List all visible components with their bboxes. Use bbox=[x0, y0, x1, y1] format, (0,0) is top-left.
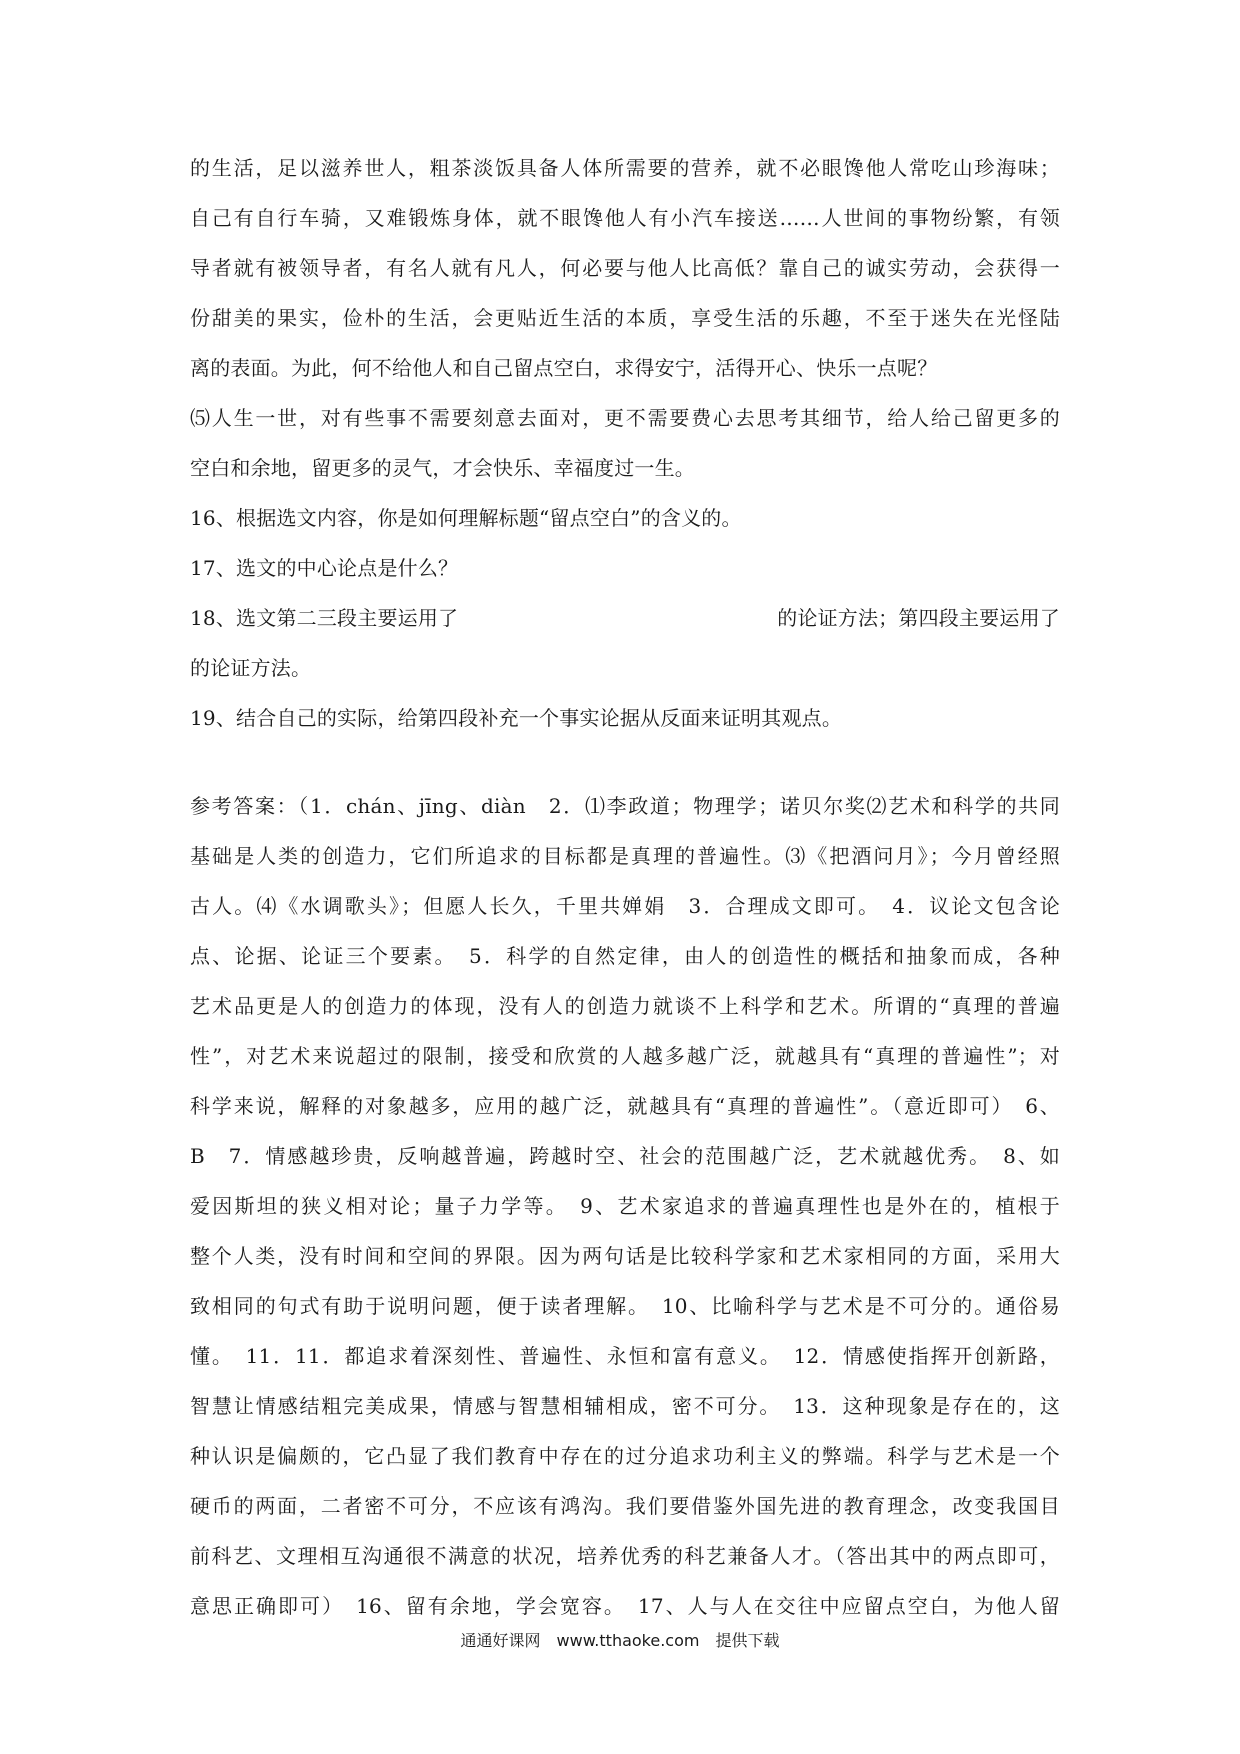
question-18-part2: 的论证方法；第四段主要运用了 bbox=[777, 606, 1060, 630]
answer-line: 艺术品更是人的创造力的体现，没有人的创造力就谈不上科学和艺术。所谓的“真理的普遍 bbox=[190, 994, 1060, 1018]
passage-line: 离的表面。为此，何不给他人和自己留点空白，求得安宁，活得开心、快乐一点呢？ bbox=[190, 356, 938, 380]
passage-line: ⑸人生一世，对有些事不需要刻意去面对，更不需要费心去思考其细节，给人给己留更多的 bbox=[190, 406, 1060, 430]
passage-line: 的生活，足以滋养世人，粗茶淡饭具备人体所需要的营养，就不必眼馋他人常吃山珍海味； bbox=[190, 156, 1060, 180]
answer-line: 古人。⑷《水调歌头》；但愿人长久，千里共婵娟 3．合理成文即可。 4．议论文包含论 bbox=[190, 894, 1060, 918]
section-gap bbox=[190, 758, 1060, 796]
passage-line: 份甜美的果实，俭朴的生活，会更贴近生活的本质，享受生活的乐趣，不至于迷失在光怪陆 bbox=[190, 306, 1060, 330]
question-18-part1: 18、选文第二三段主要运用了 bbox=[190, 606, 459, 630]
answer-line: 致相同的句式有助于说明问题，便于读者理解。 10、比喻科学与艺术是不可分的。通俗易 bbox=[190, 1294, 1060, 1318]
answer-line: 参考答案：（1．chán、jīng、diàn 2．⑴李政道；物理学；诺贝尔奖⑵艺术和科学的共同 bbox=[190, 794, 1060, 818]
answer-line: 懂。 11．11．都追求着深刻性、普遍性、永恒和富有意义。 12．情感使指挥开创新路， bbox=[190, 1344, 1060, 1368]
answer-line: 整个人类，没有时间和空间的界限。因为两句话是比较科学家和艺术家相同的方面，采用大 bbox=[190, 1244, 1060, 1268]
passage-line: 空白和余地，留更多的灵气，才会快乐、幸福度过一生。 bbox=[190, 456, 695, 480]
passage-line: 自己有自行车骑，又难锻炼身体，就不眼馋他人有小汽车接送……人世间的事物纷繁，有领 bbox=[190, 206, 1060, 230]
passage-line: 导者就有被领导者，有名人就有凡人，何必要与他人比高低？靠自己的诚实劳动，会获得一 bbox=[190, 256, 1060, 280]
answer-line: 智慧让情感结粗完美成果，情感与智慧相辅相成，密不可分。 13．这种现象是存在的，这 bbox=[190, 1394, 1060, 1418]
page-footer: 通通好课网 www.tthaoke.com 提供下载 bbox=[460, 1631, 780, 1650]
answer-line: 硬币的两面，二者密不可分，不应该有鸿沟。我们要借鉴外国先进的教育理念，改变我国目 bbox=[190, 1494, 1060, 1518]
questions bbox=[190, 508, 1060, 728]
question-18-continued: 的论证方法。 bbox=[190, 656, 312, 680]
answer-line: 性”，对艺术来说超过的限制，接受和欣赏的人越多越广泛，就越具有“真理的普遍性”；对 bbox=[190, 1044, 1060, 1068]
question-19: 19、结合自己的实际，给第四段补充一个事实论据从反面来证明其观点。 bbox=[190, 706, 843, 730]
question-18 bbox=[190, 608, 1060, 628]
answer-line: B 7．情感越珍贵，反响越普遍，跨越时空、社会的范围越广泛，艺术就越优秀。 8、如 bbox=[190, 1144, 1060, 1168]
answer-line: 种认识是偏颇的，它凸显了我们教育中存在的过分追求功利主义的弊端。科学与艺术是一个 bbox=[190, 1444, 1060, 1468]
answer-line: 爱因斯坦的狭义相对论；量子力学等。 9、艺术家追求的普遍真理性也是外在的，植根于 bbox=[190, 1194, 1060, 1218]
document-body bbox=[190, 158, 1060, 1646]
answer-line: 基础是人类的创造力，它们所追求的目标都是真理的普遍性。⑶《把酒问月》；今月曾经照 bbox=[190, 844, 1060, 868]
answers bbox=[190, 796, 1060, 1616]
answer-line: 科学来说，解释的对象越多，应用的越广泛，就越具有“真理的普遍性”。（意近即可） 6、 bbox=[190, 1094, 1060, 1118]
passage bbox=[190, 158, 1060, 478]
answer-line: 意思正确即可） 16、留有余地，学会宽容。 17、人与人在交往中应留点空白，为他人留 bbox=[190, 1594, 1060, 1618]
question-17: 17、选文的中心论点是什么？ bbox=[190, 556, 459, 580]
question-16: 16、根据选文内容，你是如何理解标题“留点空白”的含义的。 bbox=[190, 506, 742, 530]
answer-line: 点、论据、论证三个要素。 5．科学的自然定律，由人的创造性的概括和抽象而成，各种 bbox=[190, 944, 1060, 968]
answer-line: 前科艺、文理相互沟通很不满意的状况，培养优秀的科艺兼备人才。（答出其中的两点即可， bbox=[190, 1544, 1060, 1568]
